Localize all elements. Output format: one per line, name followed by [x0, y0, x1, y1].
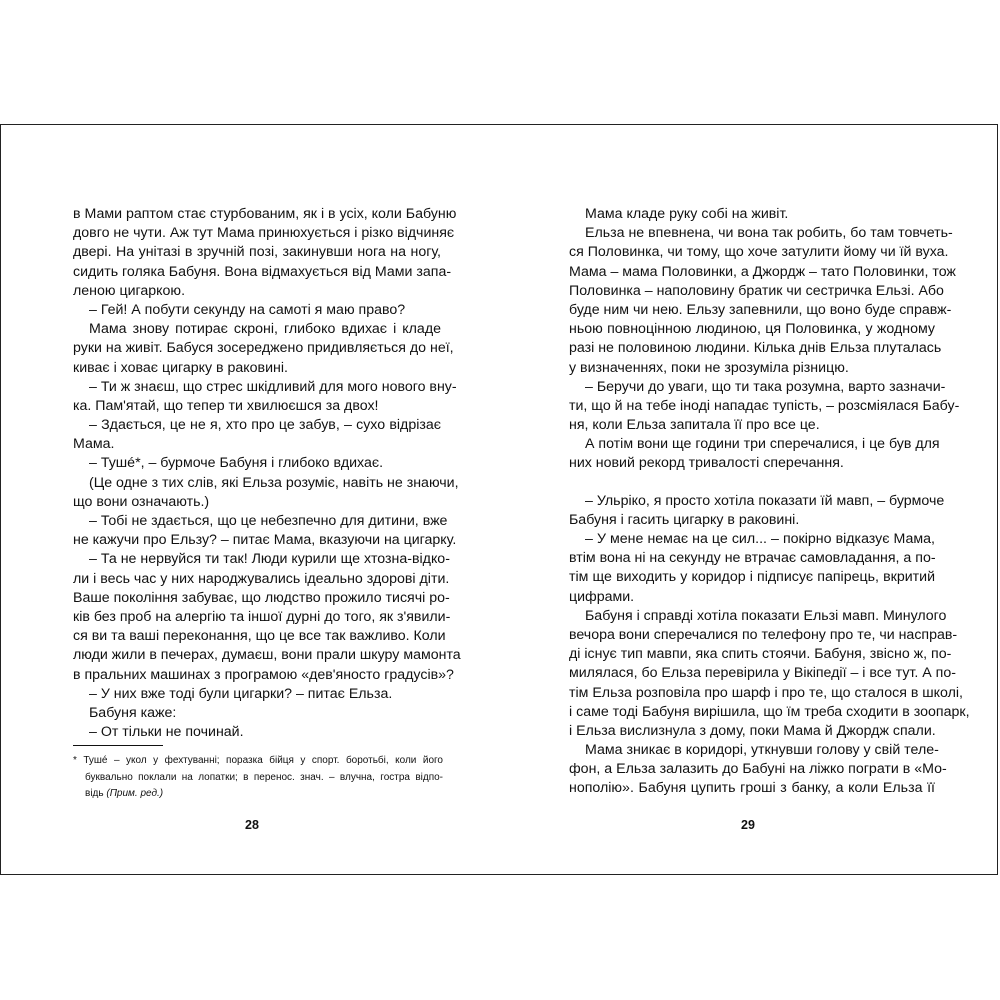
left-page-text — [73, 205, 461, 742]
text-line: – Гей! А побути секунду на самоті я маю право? — [89, 301, 406, 318]
text-line: Бабуня і гасить цигарку в раковині. — [569, 511, 800, 528]
footnote-divider — [73, 745, 163, 746]
text-line: Половинка – наполовину братик чи сестричка Ельзі. Або — [569, 282, 944, 299]
right-page-text — [569, 205, 970, 799]
text-line: Ваше покоління забуває, що людство прожило тисячі ро- — [73, 589, 450, 606]
text-line: тім Ельза розповіла про шарф і про те, що сталося в школі, — [569, 684, 964, 701]
text-line: Мама. — [73, 436, 115, 453]
text-line: – Тушé*, – бурмоче Бабуня і глибоко вдихає. — [89, 455, 384, 472]
text-line: двері. На унітазі в зручній позі, закинувши нога на ногу, — [73, 244, 441, 261]
text-line: і саме тоді Бабуня вирішила, що їм треба сходити в зоопарк, — [569, 703, 970, 720]
text-line: ді існує тип мавпи, яка спить стоячи. Бабуня, звісно ж, по- — [569, 646, 952, 663]
text-line: ся Половинка, чи тому, що хоче затулити йому чи їй вуха. — [569, 244, 949, 261]
footnote-line: * Тушé – укол у фехтуванні; поразка бійця у спорт. боротьбі, коли його — [73, 755, 443, 766]
page-number-right: 29 — [741, 818, 755, 832]
text-line: милялася, бо Ельза перевірила у Вікіпедії – і все тут. А по- — [569, 665, 956, 682]
text-line: Мама кладе руку собі на живіт. — [585, 206, 789, 222]
page-number-left: 28 — [245, 818, 259, 832]
text-line: руки на живіт. Бабуся зосереджено придивляється до неї, — [73, 340, 454, 357]
text-line: в Мами раптом стає стурбованим, як і в усіх, коли Бабуню — [73, 206, 457, 222]
text-line: сидить голяка Бабуня. Вона відмахується від Мами запа- — [73, 263, 452, 280]
text-line: ти, що й на тебе іноді нападає тупість, – розсміялася Бабу- — [569, 397, 960, 414]
text-line: Мама – мама Половинки, а Джордж – тато Половинки, тож — [569, 263, 956, 280]
text-line: що вони означають.) — [73, 493, 210, 510]
text-line: Ельза не впевнена, чи вона так робить, бо там товчеть- — [585, 225, 953, 242]
editor-note: (Прим. ред.) — [106, 788, 164, 799]
text-line: ли і весь час у них народжувались ідеально здорові діти. — [73, 570, 450, 587]
text-line: – Ти ж знаєш, що стрес шкідливий для мого нового вну- — [89, 378, 457, 395]
text-line: буде ним чи нею. Ельзу запевнили, що воно буде справж- — [569, 301, 952, 318]
text-line: Бабуня каже: — [89, 704, 177, 721]
text-line: леною цигаркою. — [73, 282, 186, 299]
text-line: – Беручи до уваги, що ти така розумна, варто зазначи- — [585, 378, 946, 395]
text-line: в пральних машинах з програмою «дев'яносто градусів»? — [73, 666, 454, 683]
section-break — [569, 474, 935, 492]
text-line: А потім вони ще години три сперечалися, і це був для — [585, 436, 940, 453]
text-line: – Та не нервуйся ти так! Люди курили ще хтозна-відко- — [89, 551, 450, 568]
footnote-line: буквально поклали на лопатки; в перенос. знач. – влучна, гостра відпо- — [85, 771, 443, 783]
text-line: – Тобі не здається, що це небезпечно для дитини, вже — [89, 513, 448, 529]
text-line: разі не половиною людини. Кілька днів Ельза плуталась — [569, 340, 942, 357]
text-line: – От тільки не починай. — [89, 724, 244, 741]
text-line: довго не чути. Аж тут Мама принюхується і різко відчиняє — [73, 225, 455, 242]
text-line: ня, коли Ельза запитала її про все це. — [569, 417, 820, 434]
text-line: Бабуня і справді хотіла показати Ельзі мавп. Минулого — [585, 607, 947, 624]
text-line: Мама зникає в коридорі, уткнувши голову у свій теле- — [585, 742, 939, 759]
text-line: і Ельза вислизнула з дому, поки Мама й Джордж спали. — [569, 722, 936, 739]
text-line: вечора вони сперечалися по телефону про те, чи насправ- — [569, 626, 958, 643]
text-line: – У мене немає на це сил... – покірно відказує Мама, — [585, 531, 935, 547]
text-line: ка. Пам'ятай, що тепер ти хвилюєшся за двох! — [73, 397, 379, 414]
text-line: киває і ховає цигарку в раковині. — [73, 359, 288, 376]
text-line: фон, а Ельза залазить до Бабуні на ліжко пограти в «Мо- — [569, 761, 947, 778]
text-line: тім ще виходить у коридор і підписує папірець, вкритий — [569, 569, 935, 586]
text-line: – У них вже тоді були цигарки? – питає Ельза. — [89, 685, 393, 702]
footnote — [73, 753, 443, 803]
text-line: цифрами. — [569, 588, 635, 605]
footnote-text: відь — [85, 788, 107, 799]
text-line: (Це одне з тих слів, які Ельза розуміє, навіть не знаючи, — [89, 474, 459, 491]
text-line: ньою повноцінною людиною, ця Половинка, у жодному — [569, 321, 935, 338]
text-line: втім вона ні на секунду не втрачає самовладання, а по- — [569, 550, 936, 567]
text-line: – Ульріко, я просто хотіла показати їй мавп, – бурмоче — [585, 492, 945, 509]
footnote-line — [73, 786, 443, 803]
text-line: ків без проб на алергію та іншої дурні до того, як з'явили- — [73, 608, 451, 625]
text-line: люди жили в печерах, думаєш, вони прали шкуру мамонта — [73, 647, 461, 664]
text-line: Мама знову потирає скроні, глибоко вдихає і кладе — [89, 321, 441, 338]
text-line: нополію». Бабуня цупить гроші з банку, а коли Ельза її — [569, 780, 935, 797]
text-line: – Здається, це не я, хто про це забув, – сухо відрізає — [89, 417, 441, 434]
text-line: ся ви та ваші переконання, що це все так важливо. Коли — [73, 628, 446, 645]
text-line: у визначеннях, поки не зрозуміла різницю. — [569, 359, 849, 376]
book-spread — [0, 124, 998, 875]
text-line: не кажучи про Ельзу? – питає Мама, вказуючи на цигарку. — [73, 532, 457, 549]
text-line: них новий рекорд тривалості сперечання. — [569, 455, 844, 472]
